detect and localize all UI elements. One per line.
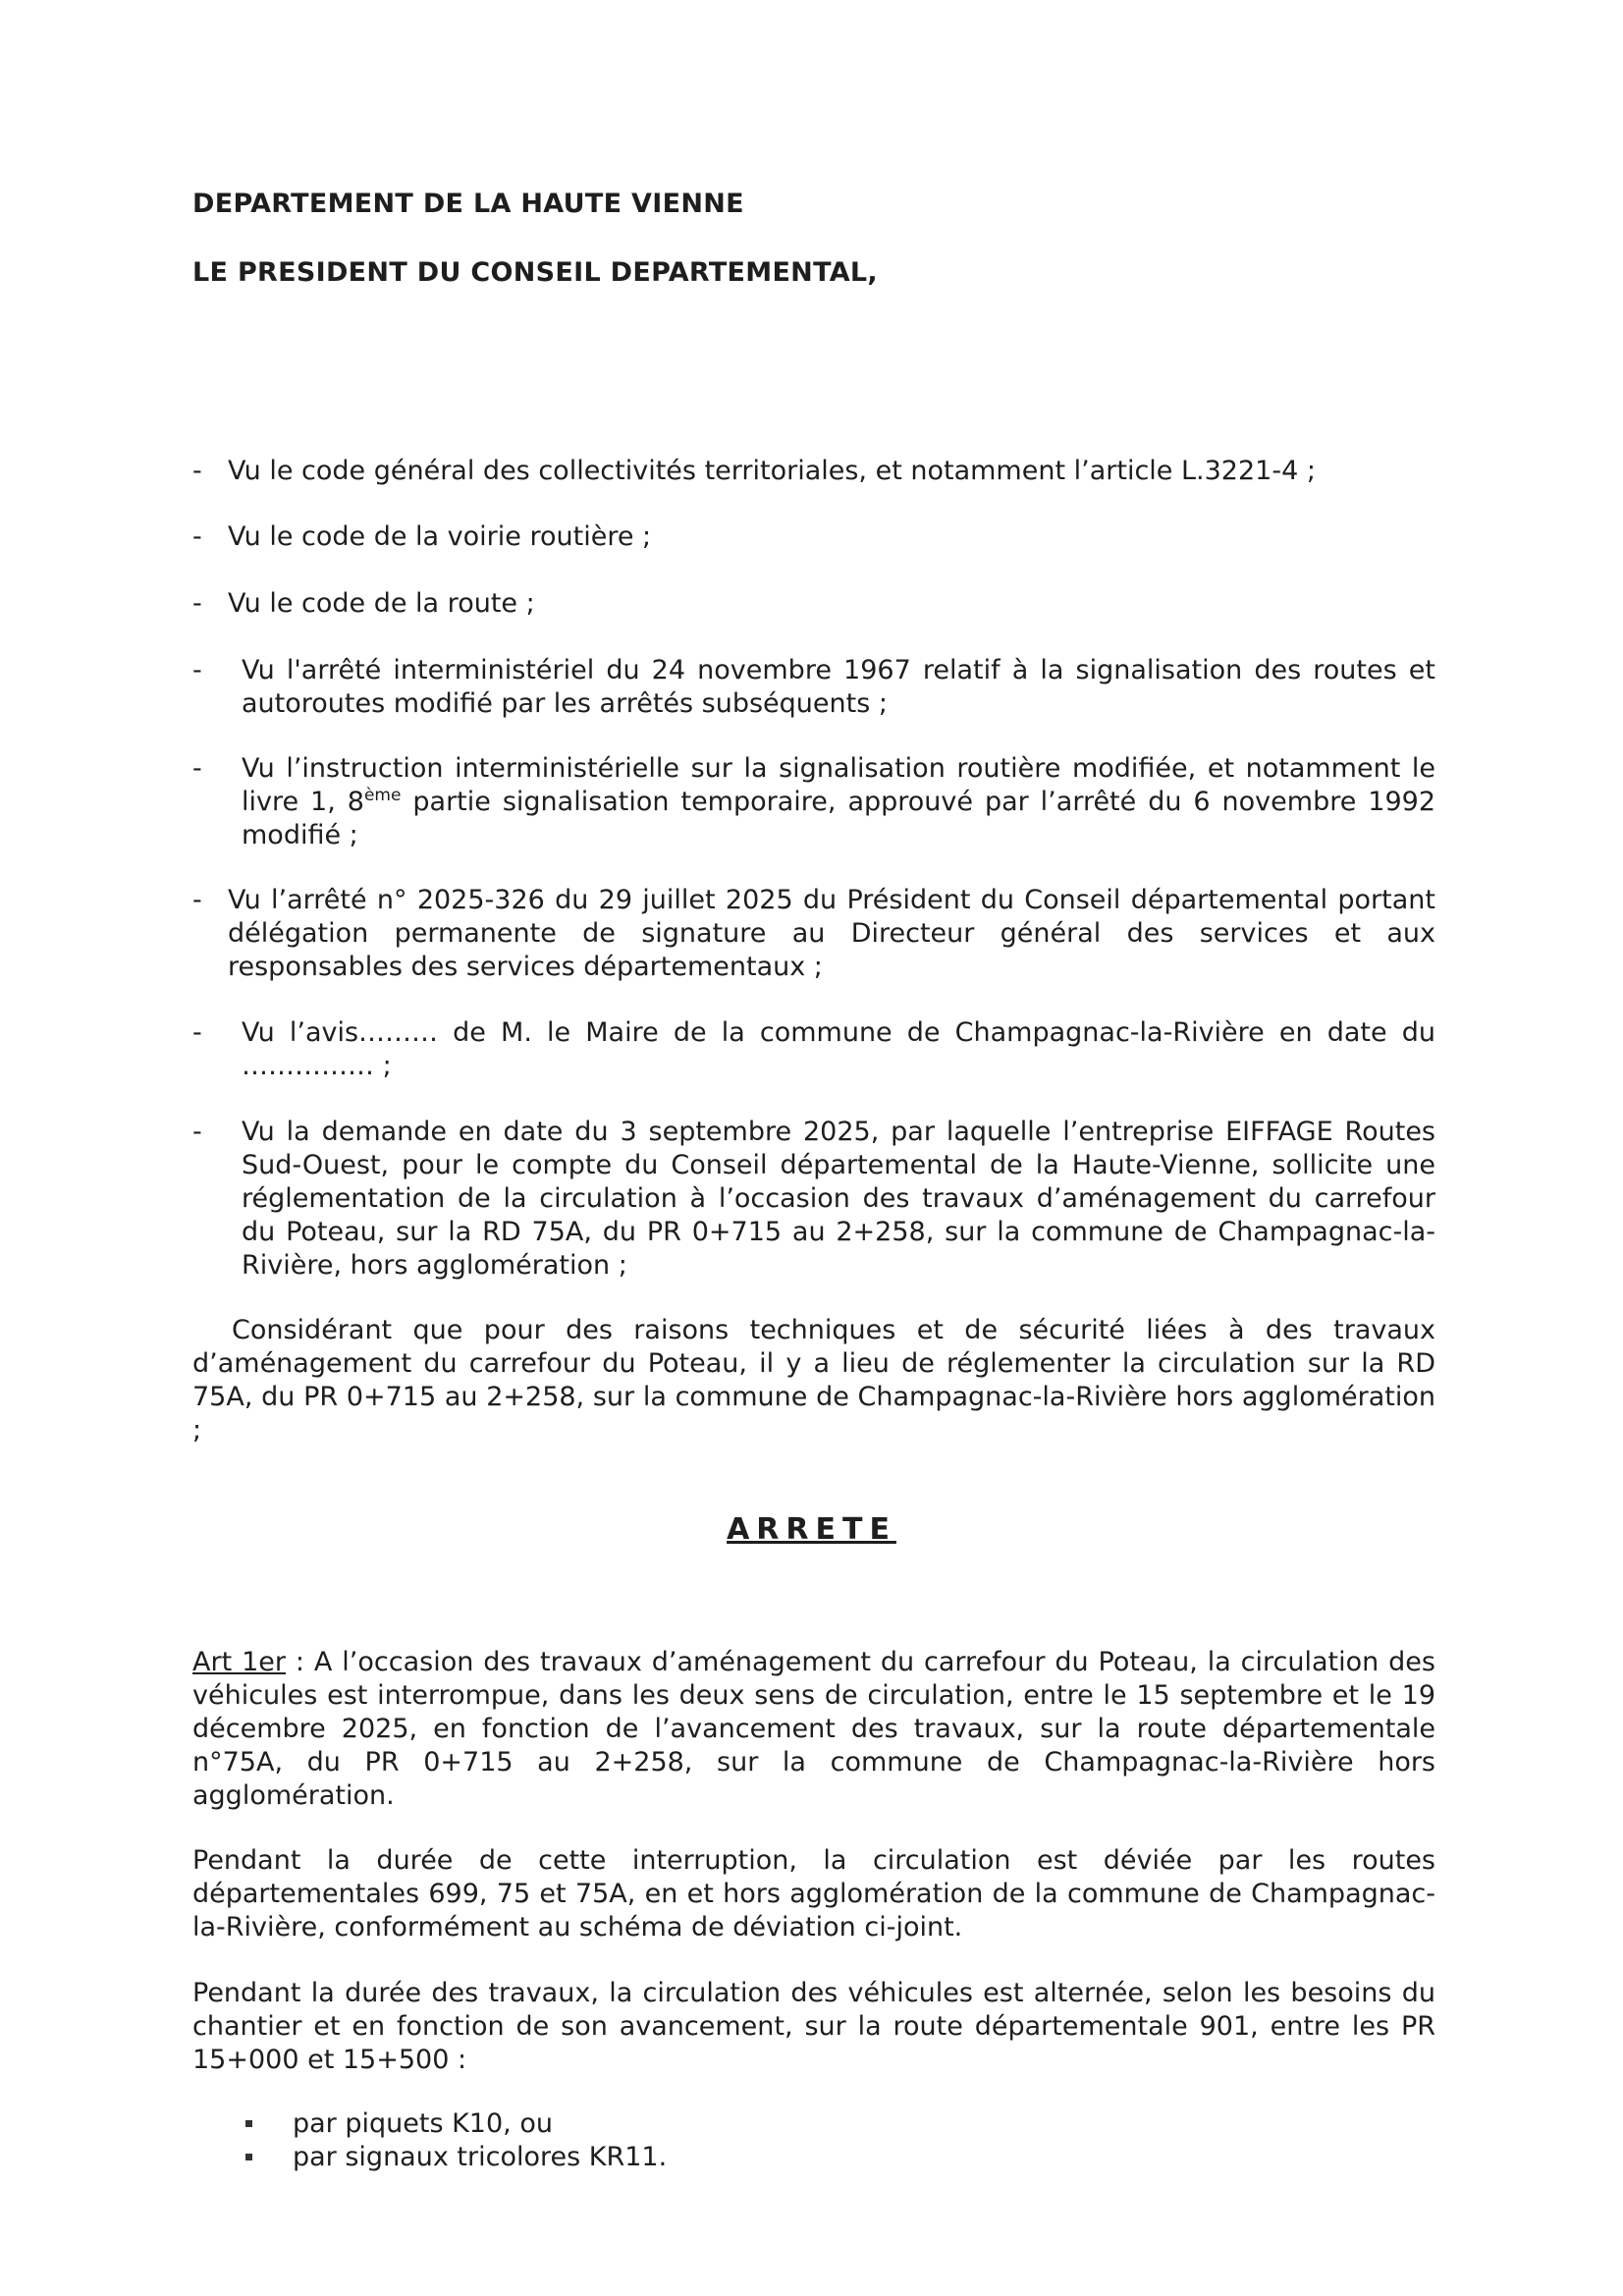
arrete-title: ARRETE <box>727 1512 896 1547</box>
article-label: Art 1er <box>192 1647 286 1677</box>
visa-dash: - <box>192 885 202 915</box>
list-item <box>192 2107 667 2141</box>
visa-dash: - <box>192 588 202 619</box>
bullet-square-icon <box>245 2120 252 2127</box>
visa-dash: - <box>192 521 202 552</box>
visa-item <box>192 520 1435 554</box>
visa-text: Vu la demande en date du 3 septembre 2025, par laquelle l’entreprise EIFFAGE Routes Sud-Ouest, pour le compte du Conseil départemental de la Haute-Vienne, sollicite une réglementation de la circulation à l’occasion des travaux d’aménagement du carrefour du Poteau, sur la RD 75A, du PR 0+715 au 2+258, sur la commune de Champagnac-la-Rivière, hors agglomération ; <box>242 1117 1435 1281</box>
list-item <box>192 2141 667 2174</box>
visa-dash: - <box>192 1017 202 1048</box>
visa-dash: - <box>192 456 202 486</box>
visa-item <box>192 1016 1435 1083</box>
visa-text: Vu l’avis……… de M. le Maire de la commune de Champagnac-la-Rivière en date du …………… ; <box>242 1017 1435 1081</box>
visa-item <box>192 654 1435 721</box>
visa-text-part: Vu l’instruction interministérielle sur la signalisation routière modifiée, et notamment le livre 1, 8 <box>242 753 1435 817</box>
alternance-paragraph: Pendant la durée des travaux, la circulation des véhicules est alternée, selon les besoins du chantier et en fonction de son avancement, sur la route départementale 901, entre les PR 15+000 et 15+500 : <box>192 1978 1435 2075</box>
department-heading: DEPARTEMENT DE LA HAUTE VIENNE <box>192 189 744 219</box>
visa-text: Vu le code de la route ; <box>228 588 535 619</box>
visa-item <box>192 587 1435 621</box>
visa-text-part: partie signalisation temporaire, approuvé par l’arrêté du 6 novembre 1992 modifié ; <box>242 787 1435 850</box>
visa-text <box>242 752 1435 852</box>
visa-dash: - <box>192 1117 202 1147</box>
president-heading: LE PRESIDENT DU CONSEIL DEPARTEMENTAL, <box>192 257 878 288</box>
visa-item <box>192 752 1435 852</box>
article-text: : A l’occasion des travaux d’aménagement du carrefour du Poteau, la circulation des véhicules est interrompue, dans les deux sens de circulation, entre le 15 septembre et le 19 décembre 2025, en fonction de l’avancement des travaux, sur la route départementale n°75A, du PR 0+715 au 2+258, sur la commune de Champagnac-la-Rivière hors agglomération. <box>192 1647 1435 1811</box>
visa-text: Vu le code général des collectivités territoriales, et notamment l’article L.3221-4 ; <box>228 456 1316 486</box>
visa-item <box>192 884 1435 984</box>
visa-item <box>192 1116 1435 1283</box>
visa-text: Vu l'arrêté interministériel du 24 novembre 1967 relatif à la signalisation des routes et autoroutes modifié par les arrêtés subséquents ; <box>242 655 1435 719</box>
bullet-square-icon <box>245 2154 252 2160</box>
visa-item <box>192 455 1435 488</box>
visa-text: Vu l’arrêté n° 2025-326 du 29 juillet 2025 du Président du Conseil départemental portant délégation permanente de signature au Directeur général des services et aux responsables des services départementaux ; <box>228 885 1435 982</box>
list-item-text: par piquets K10, ou <box>293 2108 553 2139</box>
deviation-paragraph: Pendant la durée de cette interruption, la circulation est déviée par les routes départementales 699, 75 et 75A, en et hors agglomération de la commune de Champagnac-la-Rivière, conformément au schéma de déviation ci-joint. <box>192 1845 1435 1942</box>
visa-dash: - <box>192 655 202 685</box>
ordinal-superscript: ème <box>363 786 402 805</box>
visa-text: Vu le code de la voirie routière ; <box>228 521 652 552</box>
bullet-list <box>192 2107 667 2174</box>
list-item-text: par signaux tricolores KR11. <box>293 2142 668 2172</box>
article-1 <box>192 1646 1435 1813</box>
visa-dash: - <box>192 753 202 784</box>
considerant-paragraph: Considérant que pour des raisons techniques et de sécurité liées à des travaux d’aménagement du carrefour du Poteau, il y a lieu de réglementer la circulation sur la RD 75A, du PR 0+715 au 2+258, sur la commune de Champagnac-la-Rivière hors agglomération ; <box>192 1315 1435 1446</box>
